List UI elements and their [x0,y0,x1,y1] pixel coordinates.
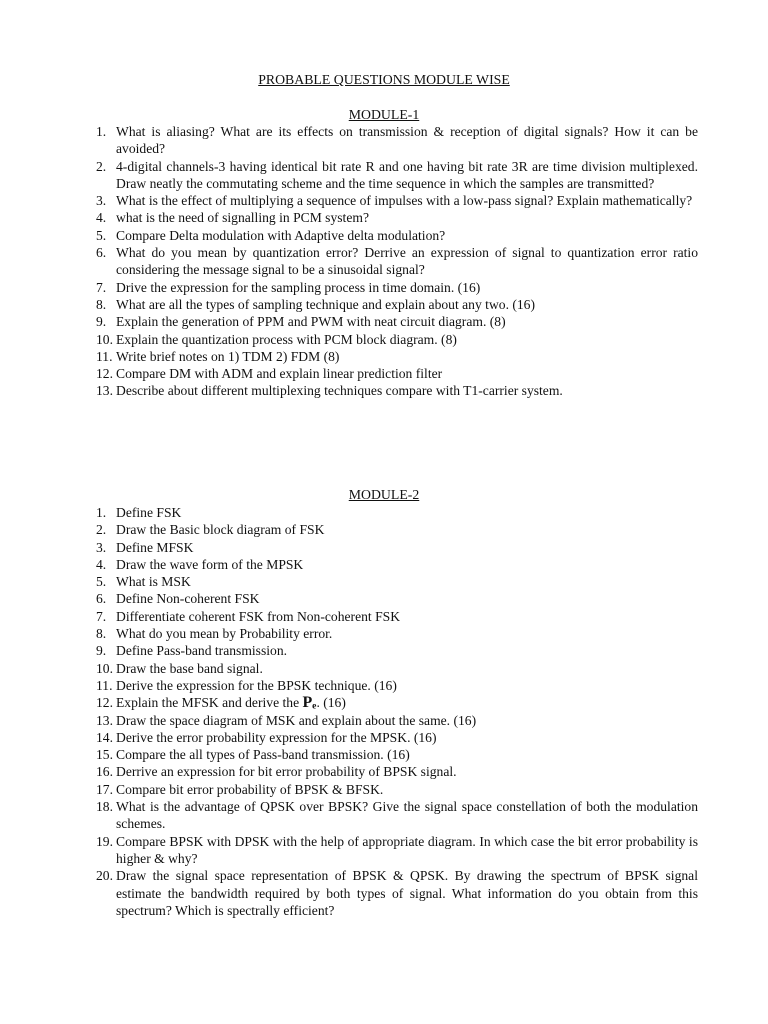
question-text: Compare BPSK with DPSK with the help of appropriate diagram. In which case the bit error probability is higher & why? [116,833,698,866]
question-number: 2. [96,522,107,538]
question-number: 18. [96,799,113,815]
question-item [96,227,698,244]
question-number: 10. [96,660,113,676]
question-number: 10. [96,331,113,347]
question-text-after: . (16) [316,695,346,711]
question-item [96,694,698,711]
question-text: Draw the wave form of the MPSK [116,556,304,572]
question-number: 16. [96,764,113,780]
question-text: What is the effect of multiplying a sequence of impulses with a low-pass signal? Explain mathematically? [116,193,693,209]
question-text: Define Non-coherent FSK [116,591,260,607]
question-item [96,296,698,313]
question-item [96,798,698,833]
question-number: 4. [96,556,107,572]
question-number: 5. [96,574,107,590]
question-number: 1. [96,505,107,520]
question-number: 12. [96,695,113,711]
question-item [96,573,698,590]
question-text: Explain the generation of PPM and PWM with neat circuit diagram. (8) [116,314,506,330]
question-text-before: Explain the MFSK and derive the [116,695,303,711]
question-number: 20. [96,868,113,884]
document-title: PROBABLE QUESTIONS MODULE WISE [258,72,510,87]
question-number: 7. [96,279,107,295]
question-item [96,244,698,279]
question-number: 12. [96,366,113,382]
question-item [96,712,698,729]
question-number: 13. [96,383,113,399]
question-text: Draw the signal space representation of BPSK & QPSK. By drawing the spectrum of BPSK signal estimate the bandwidth required by both types of signal. What information do you obtain from this spectrum? Which is spectrally efficient? [116,868,698,918]
question-item [96,539,698,556]
question-text: Define FSK [116,505,182,520]
question-number: 8. [96,296,107,312]
question-item [96,158,698,193]
module-1-question-list [96,123,698,400]
question-number: 4. [96,210,107,226]
question-text: Differentiate coherent FSK from Non-coherent FSK [116,608,401,624]
question-number: 15. [96,747,113,763]
question-number: 9. [96,643,107,659]
question-item [96,504,698,521]
question-item [96,781,698,798]
question-item [96,192,698,209]
question-text: Draw the base band signal. [116,660,263,676]
question-item [96,590,698,607]
question-item [96,746,698,763]
question-item [96,382,698,399]
question-number: 9. [96,314,107,330]
question-number: 6. [96,245,107,261]
question-item [96,365,698,382]
module-1-heading: MODULE-1 [348,107,420,122]
question-text: What do you mean by Probability error. [116,626,333,642]
question-text: Derive the error probability expression for the MPSK. (16) [116,729,437,745]
question-text: What is the advantage of QPSK over BPSK? Give the signal space constellation of both the modulation schemes. [116,799,698,832]
question-item [96,677,698,694]
question-item [96,521,698,538]
question-text: What is MSK [116,574,191,590]
question-text: Describe about different multiplexing techniques compare with T1-carrier system. [116,383,563,399]
question-text: Drive the expression for the sampling process in time domain. (16) [116,279,481,295]
question-number: 8. [96,626,107,642]
question-text: 4-digital channels-3 having identical bit rate R and one having bit rate 3R are time division multiplexed. Draw neatly the commutating scheme and the time sequence in which the samples are transmitted? [116,158,698,191]
question-item [96,209,698,226]
question-item [96,608,698,625]
question-text: Draw the space diagram of MSK and explain about the same. (16) [116,712,477,728]
question-number: 11. [96,348,113,364]
pe-symbol: Pₑ [302,694,317,712]
question-text: what is the need of signalling in PCM system? [116,210,369,226]
question-text: Define Pass-band transmission. [116,643,288,659]
question-text: What do you mean by quantization error? Derrive an expression of signal to quantization error ratio considering the message signal to be a sinusoidal signal? [116,245,698,278]
question-text: Compare DM with ADM and explain linear prediction filter [116,366,443,382]
question-item [96,348,698,365]
question-number: 13. [96,712,113,728]
question-text: Derrive an expression for bit error probability of BPSK signal. [116,764,457,780]
question-item [96,729,698,746]
question-text: Draw the Basic block diagram of FSK [116,522,325,538]
question-item [96,625,698,642]
question-text: Compare the all types of Pass-band transmission. (16) [116,747,410,763]
question-number: 19. [96,833,113,849]
question-number: 7. [96,608,107,624]
question-text: Compare Delta modulation with Adaptive delta modulation? [116,227,446,243]
question-item [96,642,698,659]
module-2-question-list [96,504,698,919]
question-item [96,833,698,868]
question-item [96,556,698,573]
question-number: 6. [96,591,107,607]
question-item [96,867,698,919]
question-text: Derive the expression for the BPSK technique. (16) [116,677,397,693]
question-item [96,313,698,330]
module-2-heading: MODULE-2 [348,487,420,502]
question-text: What are all the types of sampling technique and explain about any two. (16) [116,296,536,312]
question-item [96,279,698,296]
question-number: 3. [96,193,107,209]
question-item [96,660,698,677]
question-number: 5. [96,227,107,243]
question-item [96,123,698,158]
question-number: 2. [96,158,107,174]
question-number: 17. [96,781,113,797]
question-number: 14. [96,729,113,745]
question-number: 3. [96,539,107,555]
question-text: Compare bit error probability of BPSK & BFSK. [116,781,384,797]
question-number: 11. [96,677,113,693]
question-text: Define MFSK [116,539,194,555]
question-number: 1. [96,124,107,139]
question-text: Explain the quantization process with PCM block diagram. (8) [116,331,457,347]
question-item [96,331,698,348]
question-item [96,763,698,780]
question-text: What is aliasing? What are its effects on transmission & reception of digital signals? How it can be avoided? [116,124,698,157]
question-text: Write brief notes on 1) TDM 2) FDM (8) [116,348,340,364]
